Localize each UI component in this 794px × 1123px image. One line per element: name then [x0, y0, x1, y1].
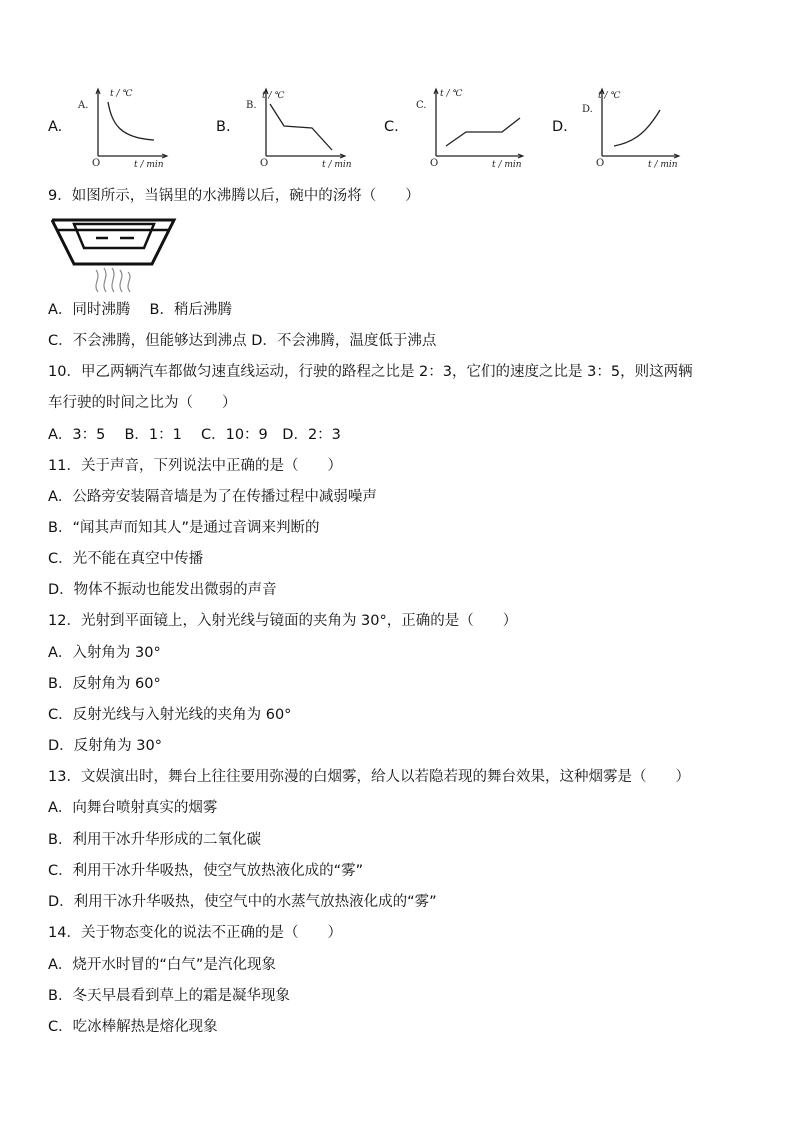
option-b-letter: B. — [216, 119, 231, 135]
graph-b-label: B. — [246, 100, 257, 111]
q14-option-b: B．冬天早晨看到草上的霜是凝华现象 — [48, 988, 290, 1004]
graph-d-label: D. — [582, 104, 593, 115]
q11-option-b: B．“闻其声而知其人”是通过音调来判断的 — [48, 520, 320, 536]
graph-d — [578, 86, 686, 170]
graph-d-origin: O — [596, 158, 605, 169]
graph-c-y-axis: t / ℃ — [440, 89, 463, 99]
q14-option-c: C．吃冰棒解热是熔化现象 — [48, 1019, 218, 1035]
graph-a-x-axis: t / min — [134, 160, 164, 170]
graph-b — [240, 86, 366, 170]
q11-stem: 11．关于声音，下列说法中正确的是（ ） — [48, 458, 342, 474]
q10-stem-line1: 10．甲乙两辆汽车都做匀速直线运动，行驶的路程之比是 2：3，它们的速度之比是 3：5，则这两辆 — [48, 364, 693, 380]
q11-option-d: D．物体不振动也能发出微弱的声音 — [48, 582, 277, 598]
q13-option-d: D．利用干冰升华吸热，使空气中的水蒸气放热液化成的“雾” — [48, 894, 437, 910]
graph-d-x-axis: t / min — [648, 160, 678, 170]
graph-d-y-axis: t / ℃ — [598, 91, 621, 101]
graph-c-origin: O — [430, 158, 439, 169]
q11-option-c: C．光不能在真空中传播 — [48, 551, 204, 567]
graph-a — [72, 86, 172, 170]
q9-options-line1: A．同时沸腾 B．稍后沸腾 — [48, 302, 232, 318]
graph-c — [410, 86, 534, 170]
option-a-letter: A. — [48, 119, 63, 135]
q14-stem: 14．关于物态变化的说法不正确的是（ ） — [48, 925, 342, 941]
graph-b-y-axis: t / ℃ — [262, 91, 285, 101]
graph-c-x-axis: t / min — [492, 160, 522, 170]
q14-option-a: A．烧开水时冒的“白气”是汽化现象 — [48, 957, 276, 973]
graph-a-y-axis: t / ℃ — [110, 89, 133, 99]
q13-option-b: B．利用干冰升华形成的二氧化碳 — [48, 832, 261, 848]
q9-stem: 9．如图所示，当锅里的水沸腾以后，碗中的汤将（ ） — [48, 188, 420, 204]
q10-stem-line2: 车行驶的时间之比为（ ） — [48, 395, 237, 411]
graph-b-origin: O — [260, 158, 269, 169]
q13-option-c: C．利用干冰升华吸热，使空气放热液化成的“雾” — [48, 863, 364, 879]
option-c-letter: C. — [384, 119, 399, 135]
q13-option-a: A．向舞台喷射真实的烟雾 — [48, 800, 218, 816]
q10-options: A．3：5 B．1：1 C．10：9 D．2：3 — [48, 427, 341, 443]
q12-stem: 12．光射到平面镜上，入射光线与镜面的夹角为 30°，正确的是（ ） — [48, 613, 518, 629]
q9-options-line2: C．不会沸腾，但能够达到沸点 D．不会沸腾，温度低于沸点 — [48, 333, 437, 349]
graph-a-origin: O — [92, 158, 101, 169]
q12-option-b: B．反射角为 60° — [48, 676, 161, 692]
q12-option-a: A．入射角为 30° — [48, 645, 161, 661]
graph-c-label: C. — [416, 100, 427, 111]
graph-b-x-axis: t / min — [322, 160, 352, 170]
option-d-letter: D. — [552, 119, 568, 135]
q13-stem: 13．文娱演出时，舞台上往往要用弥漫的白烟雾，给人以若隐若现的舞台效果，这种烟雾是（ ） — [48, 769, 690, 785]
q12-option-d: D．反射角为 30° — [48, 738, 162, 754]
pot-bowl-figure — [48, 212, 180, 296]
q11-option-a: A．公路旁安装隔音墙是为了在传播过程中减弱噪声 — [48, 489, 377, 505]
q12-option-c: C．反射光线与入射光线的夹角为 60° — [48, 707, 292, 723]
graph-a-label: A. — [78, 100, 89, 111]
